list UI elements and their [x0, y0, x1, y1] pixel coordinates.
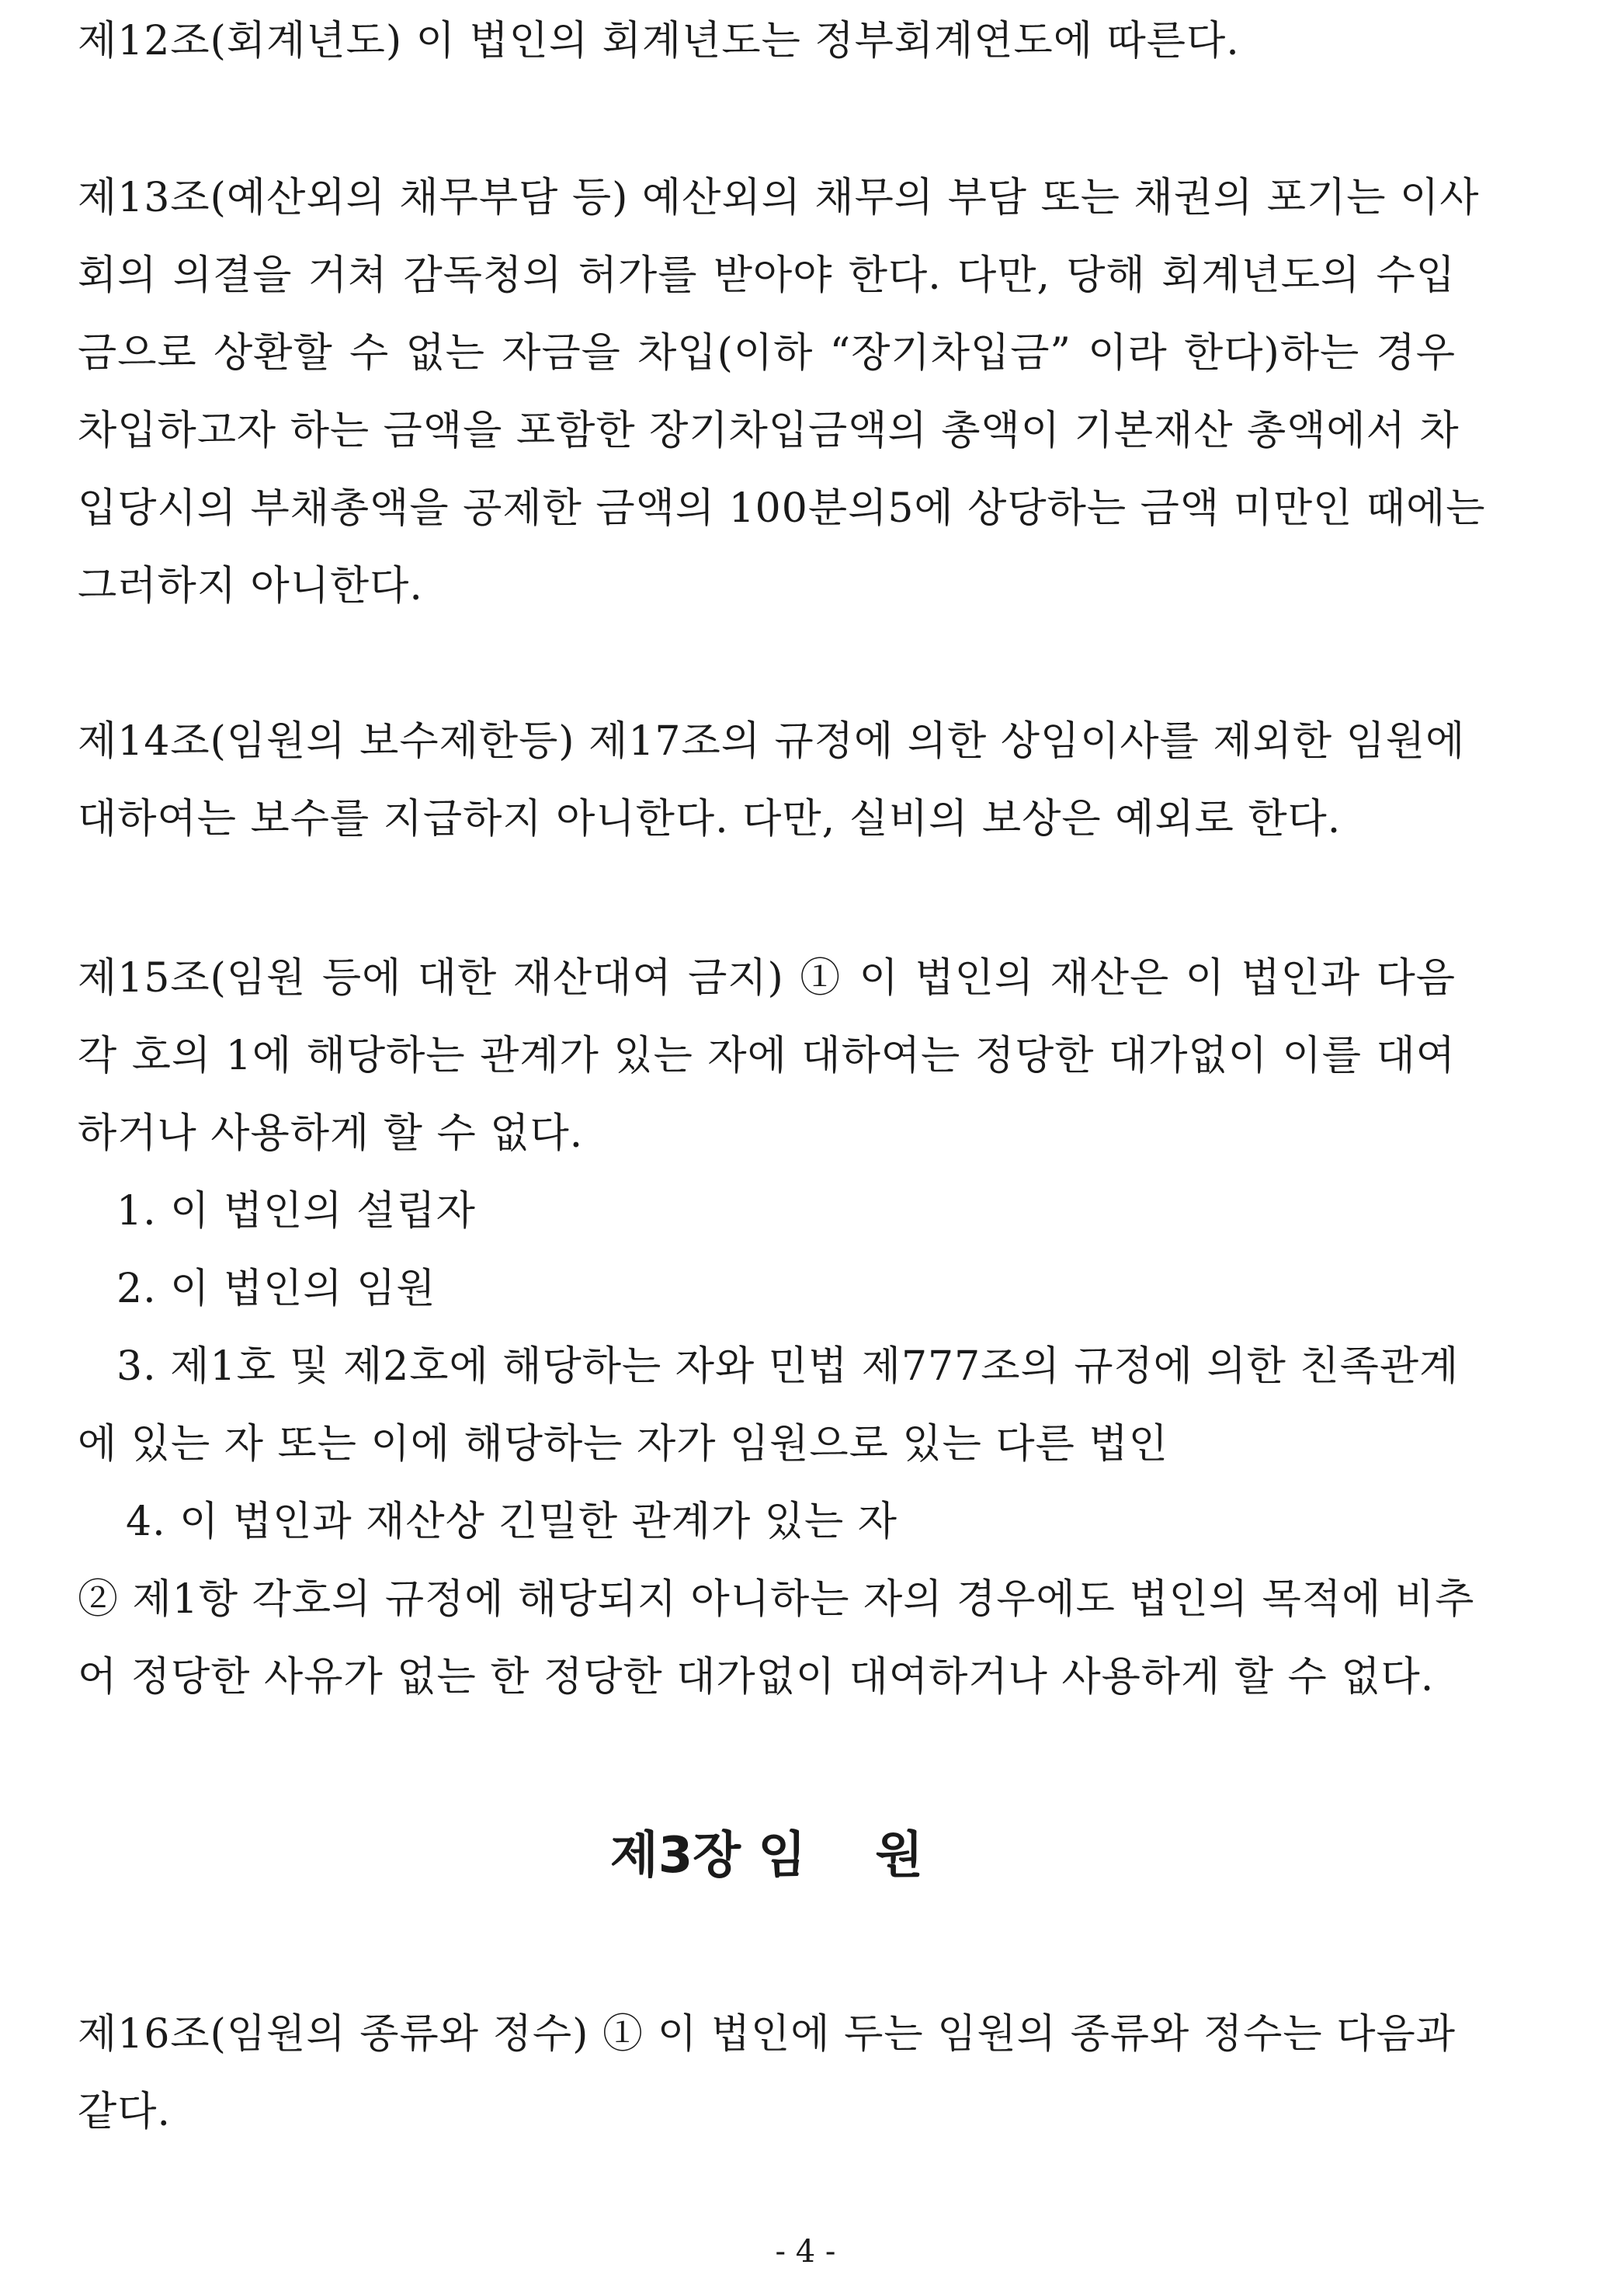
article-15-para-2-line-2: 어 정당한 사유가 없는 한 정당한 대가없이 대여하거나 사용하게 할 수 없다. [78, 1654, 1435, 1700]
article-15-line-1: 제15조(임원 등에 대한 재산대여 금지) ① 이 법인의 재산은 이 법인과 다음 [78, 955, 1456, 1002]
article-13-line-1: 제13조(예산외의 채무부담 등) 예산외의 채무의 부담 또는 채권의 포기는 이사 [78, 175, 1480, 221]
article-15-item-2: 2. 이 법인의 임원 [116, 1266, 436, 1312]
article-13-line-4: 차입하고자 하는 금액을 포함한 장기차입금액의 총액이 기본재산 총액에서 차 [78, 408, 1460, 454]
article-13-line-3: 금으로 상환할 수 없는 자금을 차입(이하 “장기차입금” 이라 한다)하는 경우 [78, 330, 1456, 377]
article-15-item-4: 4. 이 법인과 재산상 긴밀한 관계가 있는 자 [126, 1499, 898, 1545]
article-16-line-1: 제16조(임원의 종류와 정수) ① 이 법인에 두는 임원의 종류와 정수는 다음과 [78, 2011, 1456, 2058]
article-13-line-2: 회의 의결을 거쳐 감독청의 허가를 받아야 한다. 다만, 당해 회계년도의 수입 [78, 252, 1456, 299]
article-15-item-3: 3. 제1호 및 제2호에 해당하는 자와 민법 제777조의 규정에 의한 친족관계 [116, 1343, 1460, 1390]
article-15-para-2-line-1: ② 제1항 각호의 규정에 해당되지 아니하는 자의 경우에도 법인의 목적에 비추 [78, 1576, 1475, 1623]
article-13-line-5: 입당시의 부채총액을 공제한 금액의 100분의5에 상당하는 금액 미만인 때에는 [78, 485, 1486, 532]
article-13-line-6: 그러하지 아니한다. [78, 563, 423, 610]
article-16-line-2: 같다. [78, 2089, 171, 2135]
article-12-line-1: 제12조(회계년도) 이 법인의 회계년도는 정부회계연도에 따른다. [78, 18, 1240, 64]
page-number: - 4 - [775, 2234, 836, 2270]
article-15-line-2: 각 호의 1에 해당하는 관계가 있는 자에 대하여는 정당한 대가없이 이를 대여 [78, 1033, 1456, 1079]
article-15-item-3-cont: 에 있는 자 또는 이에 해당하는 자가 임원으로 있는 다른 법인 [78, 1421, 1168, 1468]
article-14-line-1: 제14조(임원의 보수제한등) 제17조의 규정에 의한 상임이사를 제외한 임원에 [78, 718, 1466, 765]
article-15-item-1: 1. 이 법인의 설립자 [116, 1188, 476, 1235]
article-14-line-2: 대하여는 보수를 지급하지 아니한다. 다만, 실비의 보상은 예외로 한다. [78, 796, 1342, 842]
article-15-line-3: 하거나 사용하게 할 수 없다. [78, 1110, 584, 1157]
chapter-3-title: 제3장 임 원 [609, 1827, 924, 1884]
